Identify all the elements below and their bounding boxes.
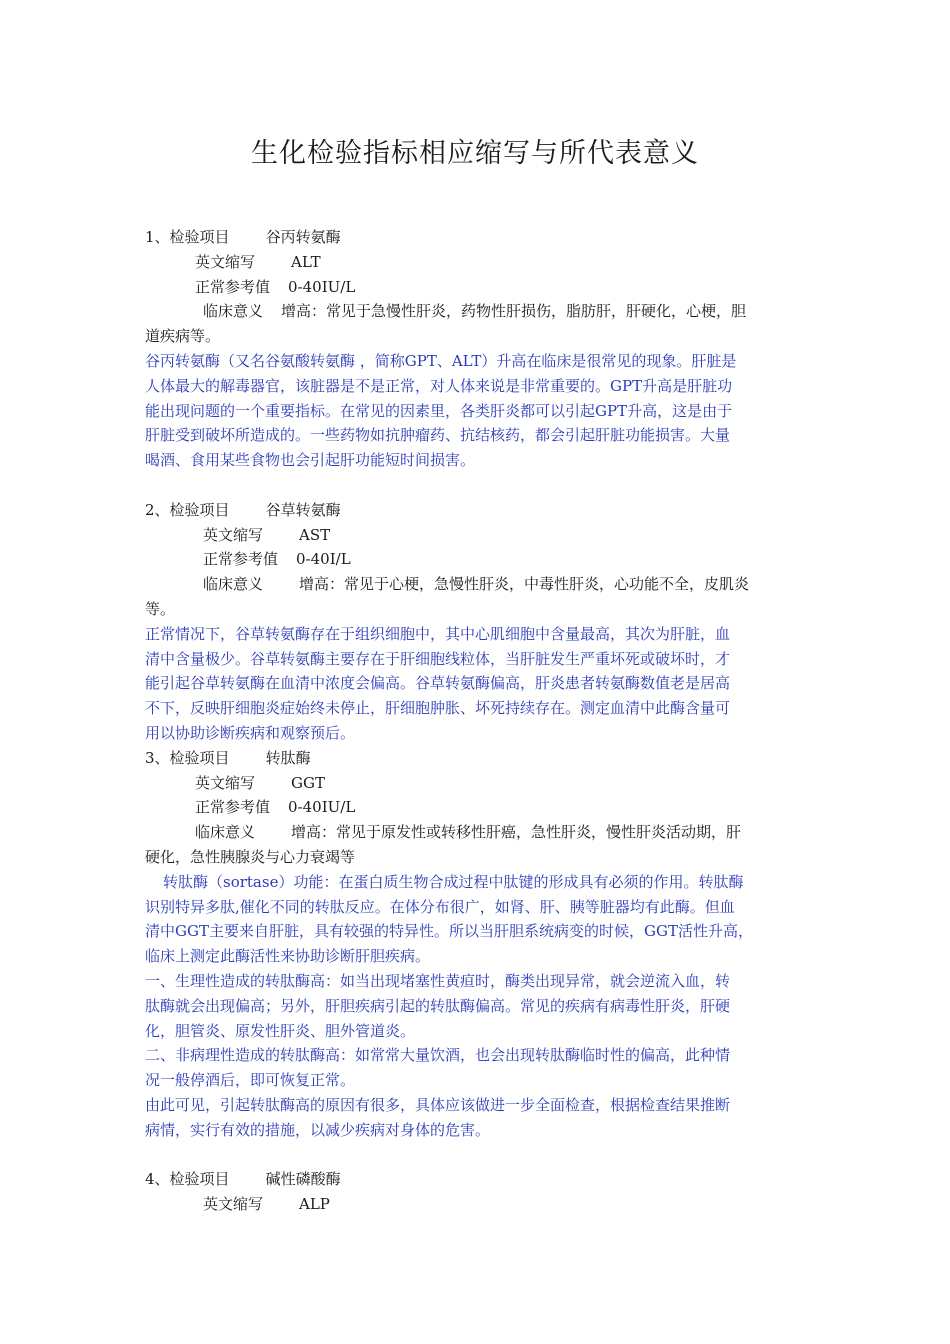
document-title: 生化检验指标相应缩写与所代表意义 — [251, 138, 699, 169]
abbr-row-4 — [145, 1192, 810, 1217]
clinical-row-2 — [145, 572, 810, 597]
item-heading-3 — [145, 746, 810, 771]
item-name: 谷草转氨酶 — [265, 500, 341, 519]
desc-line: 肽酶就会出现偏高；另外，肝胆疾病引起的转肽酶偏高。常见的疾病有病毒性肝炎，肝硬 — [145, 996, 731, 1015]
desc-line: 谷丙转氨酶（又名谷氨酸转氨酶 ，简称GPT、ALT）升高在临床是很常见的现象。肝脏是 — [145, 351, 737, 370]
desc-line: 正常情况下，谷草转氨酶存在于组织细胞中，其中心肌细胞中含量最高，其次为肝脏，血 — [145, 624, 731, 643]
ref-row-1 — [145, 275, 810, 300]
clinical-text: 增高：常见于急慢性肝炎，药物性肝损伤，脂肪肝，肝硬化，心梗，胆 — [281, 302, 747, 321]
ref-label: 正常参考值 — [195, 277, 271, 296]
desc-line: 清中GGT主要来自肝脏，具有较强的特异性。所以当肝胆系统病变的时候，GGT活性升高， — [145, 922, 753, 941]
ref-value: 0-40IU/L — [288, 798, 356, 817]
ref-label: 正常参考值 — [195, 798, 271, 817]
desc-line: 不下，反映肝细胞炎症始终未停止，肝细胞肿胀、坏死持续存在。测定血清中此酶含量可 — [145, 699, 731, 718]
ref-label: 正常参考值 — [203, 550, 279, 569]
item-heading-4 — [145, 1167, 810, 1192]
item-heading-2 — [145, 498, 810, 523]
ref-value: 0-40IU/L — [288, 277, 356, 296]
abbr-label: 英文缩写 — [195, 773, 256, 792]
desc-line: 转肽酶（sortase）功能：在蛋白质生物合成过程中肽键的形成具有必须的作用。转肽酶 — [163, 872, 744, 891]
item-number: 4、 — [145, 1170, 170, 1189]
abbr-row-1 — [145, 250, 810, 275]
abbr-value: AST — [299, 525, 331, 544]
clinical-cont-2: 等。 — [145, 599, 176, 618]
desc-line: 用以协助诊断疾病和观察预后。 — [145, 723, 356, 742]
abbr-label: 英文缩写 — [203, 525, 264, 544]
item-number: 2、 — [145, 500, 170, 519]
item-label: 检验项目 — [169, 228, 230, 246]
abbr-label: 英文缩写 — [195, 252, 256, 271]
desc-line: 二、非病理性造成的转肽酶高：如常常大量饮酒，也会出现转肽酶临时性的偏高，此种情 — [145, 1046, 731, 1065]
ref-value: 0-40I/L — [296, 550, 351, 569]
item-name: 转肽酶 — [265, 748, 311, 767]
clinical-row-1 — [145, 299, 810, 324]
clinical-label: 临床意义 — [195, 823, 256, 842]
desc-line: 一、生理性造成的转肽酶高：如当出现堵塞性黄疸时，酶类出现异常，就会逆流入血，转 — [145, 971, 731, 990]
item-label: 检验项目 — [169, 748, 230, 767]
clinical-cont-1: 道疾病等。 — [145, 327, 221, 346]
desc-line: 肝脏受到破坏所造成的。一些药物如抗肿瘤药、抗结核药，都会引起肝脏功能损害。大量 — [145, 426, 731, 445]
clinical-row-3 — [145, 820, 810, 845]
item-label: 检验项目 — [169, 500, 230, 519]
desc-line: 况一般停酒后，即可恢复正常。 — [145, 1071, 356, 1090]
desc-line: 能出现问题的一个重要指标。在常见的因素里，各类肝炎都可以引起GPT升高，这是由于 — [145, 401, 733, 420]
item-number: 1、 — [145, 228, 170, 246]
desc-line: 能引起谷草转氨酶在血清中浓度会偏高。谷草转氨酶偏高，肝炎患者转氨酶数值老是居高 — [145, 674, 731, 693]
abbr-row-2 — [145, 523, 810, 548]
desc-line: 喝酒、食用某些食物也会引起肝功能短时间损害。 — [145, 451, 476, 470]
clinical-label: 临床意义 — [203, 302, 264, 321]
ref-row-2 — [145, 547, 810, 572]
clinical-text: 增高：常见于原发性或转移性肝癌，急性肝炎，慢性肝炎活动期，肝 — [291, 823, 742, 842]
desc-line: 由此可见，引起转肽酶高的原因有很多，具体应该做进一步全面检查，根据检查结果推断 — [145, 1095, 731, 1114]
ref-row-3 — [145, 795, 810, 820]
item-heading-1 — [145, 225, 810, 250]
desc-line: 临床上测定此酶活性来协助诊断肝胆疾病。 — [145, 947, 431, 966]
desc-line: 人体最大的解毒器官，该脏器是不是正常，对人体来说是非常重要的。GPT升高是肝脏功 — [145, 376, 733, 395]
clinical-text: 增高：常见于心梗，急慢性肝炎，中毒性肝炎，心功能不全，皮肌炎 — [299, 575, 750, 594]
abbr-label: 英文缩写 — [203, 1195, 264, 1214]
abbr-value: ALT — [291, 252, 321, 271]
clinical-cont-3: 硬化，急性胰腺炎与心力衰竭等 — [145, 847, 356, 866]
desc-line: 清中含量极少。谷草转氨酶主要存在于肝细胞线粒体，当肝脏发生严重坏死或破坏时，才 — [145, 649, 731, 668]
item-number: 3、 — [145, 748, 170, 767]
item-label: 检验项目 — [169, 1170, 230, 1189]
item-name: 碱性磷酸酶 — [265, 1170, 341, 1189]
document-body — [145, 225, 810, 1217]
abbr-value: GGT — [291, 773, 325, 792]
item-name: 谷丙转氨酶 — [265, 228, 341, 246]
desc-line: 化，胆管炎、原发性肝炎、胆外管道炎。 — [145, 1021, 416, 1040]
abbr-row-3 — [145, 771, 810, 796]
desc-line: 识别特异多肽,催化不同的转肽反应。在体分布很广，如肾、肝、胰等脏器均有此酶。但血 — [145, 897, 735, 916]
abbr-value: ALP — [299, 1195, 330, 1214]
clinical-label: 临床意义 — [203, 575, 264, 594]
desc-line: 病情，实行有效的措施，以减少疾病对身体的危害。 — [145, 1120, 491, 1139]
